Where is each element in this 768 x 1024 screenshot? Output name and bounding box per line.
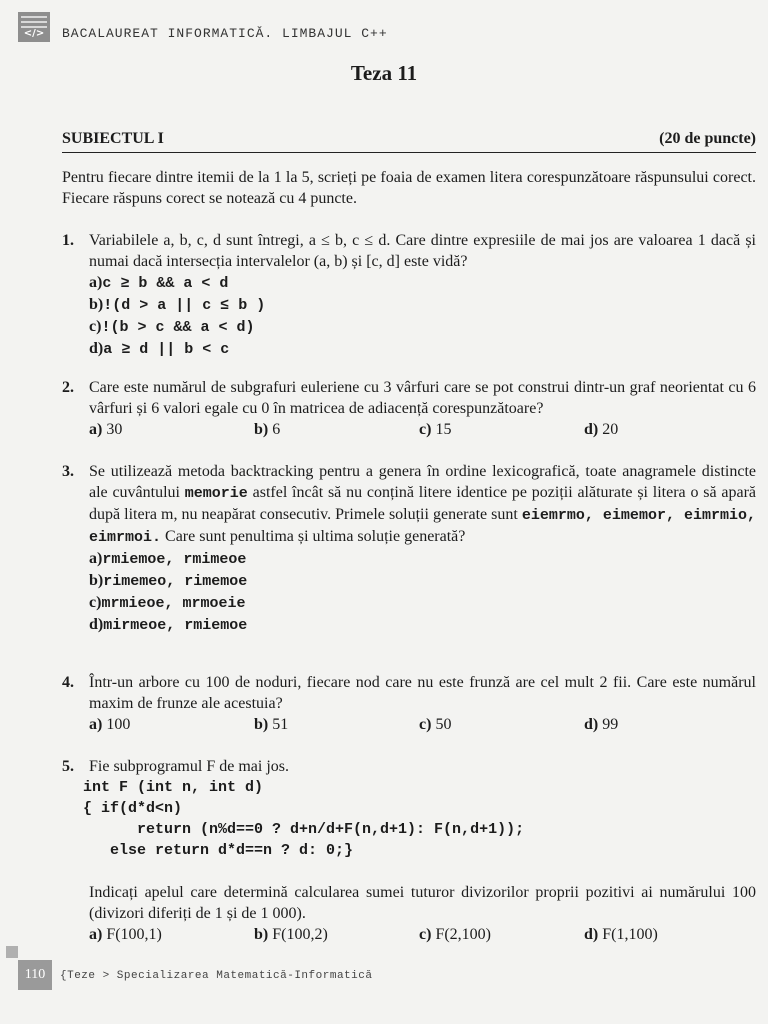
question-text: Variabilele a, b, c, d sunt întregi, a ≤ b, c ≤ d. Care dintre expresiile de mai jos are valoarea 1 dacă și numai dacă intersecția intervalelor (a, b) și [c, d] este vidă?	[89, 232, 756, 270]
question-number: 1.	[62, 232, 74, 249]
section-heading	[62, 130, 756, 153]
code-logo-icon	[18, 12, 50, 42]
page-number: 110	[18, 960, 52, 990]
running-header: BACALAUREAT INFORMATICĂ. LIMBAJUL C++	[62, 26, 388, 41]
footer-square-decoration	[6, 946, 18, 958]
option-b: b) 51	[254, 716, 289, 733]
option-c: c) 15	[419, 421, 452, 438]
section-name: SUBIECTUL I	[62, 130, 164, 147]
question-5	[62, 756, 756, 945]
option-b: b) 6	[254, 421, 281, 438]
option-c: c) 50	[419, 716, 452, 733]
page-title: Teza 11	[350, 61, 418, 85]
question-number: 3.	[62, 463, 74, 480]
option-d: d) F(1,100)	[584, 926, 658, 943]
option-b: b)rimemeo, rimemoe	[89, 572, 248, 590]
question-text: Care este numărul de subgrafuri euleriene cu 3 vârfuri care se pot construi dintr-un graf neorientat cu 6 vârfuri și 6 valori egale cu 0 în matricea de adiacență corespunzătoare?	[89, 379, 756, 417]
question-4	[62, 672, 756, 735]
question-text: Se utilizează metoda backtracking pentru a genera în ordine lexicografică, toate anagramele distincte ale cuvântului memorie astfel încât să nu conțină litere identice pe poziții alăturate și litera o să apară după litera m, nu neapărat consecutiv. Primele soluții generate sunt eiemrmo, eimemor, eimrmio, eimrmoi. Care sunt penultima și ultima soluție generată?	[89, 463, 757, 546]
instructions: Pentru fiecare dintre itemii de la 1 la 5, scrieți pe foaia de examen litera corespunzătoare răspunsului corect. Fiecare răspuns corect se notează cu 4 puncte.	[62, 169, 756, 207]
option-a: a) F(100,1)	[89, 926, 162, 943]
option-a: a) 30	[89, 421, 123, 438]
code-listing: int F (int n, int d) { if(d*d<n) return (n%d==0 ? d+n/d+F(n,d+1): F(n,d+1)); else return d*d==n ? d: 0;}	[83, 779, 525, 859]
question-number: 2.	[62, 379, 74, 396]
question-2	[62, 377, 756, 440]
question-number: 4.	[62, 674, 74, 691]
first-solutions: eiemrmo, eimemor, eimrmio, eimrmoi.	[89, 507, 756, 546]
option-a: a)rmiemoe, rmimeoe	[89, 550, 247, 568]
question-prompt: Indicați apelul care determină calcularea sumei tuturor divizorilor proprii pozitivi ai numărului 100 (divizori diferiți de 1 și de 1 000).	[89, 884, 756, 922]
question-text: Într-un arbore cu 100 de noduri, fiecare nod care nu este frunză are cel mult 2 fii. Care este numărul maxim de frunze ale acestuia?	[89, 674, 756, 712]
question-number: 5.	[62, 758, 74, 775]
option-b: b)!(d > a || c ≤ b )	[89, 296, 266, 314]
footer-breadcrumb: {Teze > Specializarea Matematică-Informatică	[60, 970, 373, 982]
section-points: (20 de puncte)	[659, 130, 756, 147]
option-c: c)mrmieoe, mrmoeie	[89, 594, 246, 612]
option-c: c)!(b > c && a < d)	[89, 318, 255, 336]
option-a: a)c ≥ b && a < d	[89, 274, 229, 292]
option-d: d) 20	[584, 421, 619, 438]
option-d: d) 99	[584, 716, 619, 733]
option-a: a) 100	[89, 716, 131, 733]
option-c: c) F(2,100)	[419, 926, 491, 943]
code-logo-text: </>	[23, 28, 45, 39]
option-d: d)a ≥ d || b < c	[89, 340, 230, 358]
question-3	[62, 461, 756, 636]
question-text: Fie subprogramul F de mai jos.	[89, 758, 289, 775]
option-d: d)mirmeoe, rmiemoe	[89, 616, 248, 634]
option-b: b) F(100,2)	[254, 926, 328, 943]
question-1	[62, 230, 756, 360]
word-memorie: memorie	[184, 485, 248, 502]
